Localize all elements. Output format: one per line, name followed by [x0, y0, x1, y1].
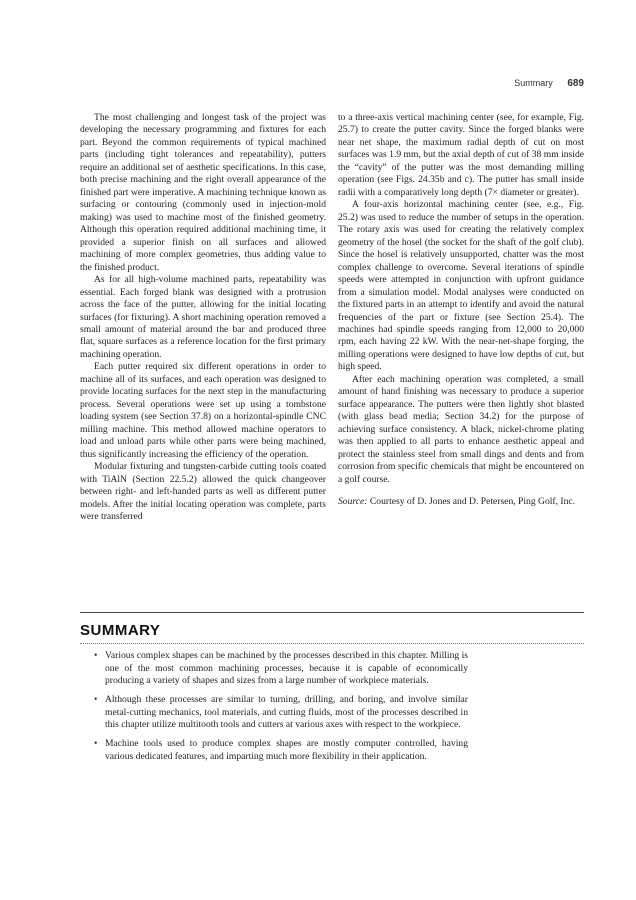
paragraph: After each machining operation was completed, a small amount of hand finishing was necessary to produce a superior surface appearance. The putters were then lightly shot blasted (with glass bead media; Section 34.2) for the purpose of achieving surface consistency. A black, nickel-chrome plating was then applied to all parts to enhance aesthetic appeal and protect the stainless steel from small dings and dents and from corrosion from specific chemicals that might be encountered on a golf course.: [338, 373, 584, 485]
page-number: 689: [567, 78, 584, 89]
summary-item-text: Various complex shapes can be machined by the processes described in this chapter. Milling is one of the most common machining processes, because it is capable of economically producing a variety of shapes and sizes from a large number of workpiece materials.: [105, 650, 468, 687]
running-header-section: Summary: [514, 78, 553, 88]
paragraph: Each putter required six different operations in order to machine all of its surfaces, and each operation was designed to provide locating surfaces for the next step in the manufacturing process. Several operations were set up using a tombstone loading system (see Section 37.8) on a horizontal-spindle CNC milling machine. This method allowed machine operators to load and unload parts while other parts were being machined, thus significantly increasing the efficiency of the operation.: [80, 361, 326, 460]
body-columns: [80, 112, 584, 610]
section-divider: [80, 612, 584, 613]
summary-item-text: Machine tools used to produce complex shapes are mostly computer controlled, having various dedicated features, and imparting much more flexibility in their application.: [105, 737, 468, 762]
summary-item: [94, 738, 468, 763]
summary-heading-rule: [80, 643, 584, 644]
running-header: [514, 78, 584, 89]
summary-list: [94, 650, 468, 769]
summary-item: [94, 694, 468, 732]
bullet-icon: •: [94, 650, 98, 661]
summary-item-text: Although these processes are similar to turning, drilling, and boring, and involve similar metal-cutting mechanics, tool materials, and cutting fluids, most of the processes described in this chapter utilize multitooth tools and cutters at various axes with respect to the workpiece.: [105, 693, 468, 731]
summary-heading: SUMMARY: [80, 622, 161, 639]
paragraph: to a three-axis vertical machining center (see, for example, Fig. 25.7) to create the putter cavity. Since the forged blanks were near net shape, the maximum radial depth of cut on most surfaces was 1.9 mm, but the axial depth of cut of 38 mm inside the “cavity” of the putter was the most demanding milling operation (see Figs. 24.35b and c). The putter has small inside radii with a comparatively long depth (7× diameter or greater).: [338, 112, 584, 198]
source-label: Source:: [338, 496, 368, 508]
bullet-icon: •: [94, 693, 98, 705]
paragraph: The most challenging and longest task of the project was developing the necessary programming and fixtures for each part. Beyond the common requirements of typical machined parts (including tight tolerances and repeatability), putters require an additional set of aesthetic specifications. In this case, both precise machining and the right overall appearance of the finished part were imperative. A machining technique known as surfacing or contouring (commonly used in injection-mold making) was used to machine most of the finished geometry. Although this operation required additional machining time, it provided a superior finish on all surfaces and allowed machining of more complex geometries, thus adding value to the finished product.: [80, 112, 326, 273]
paragraph: Modular fixturing and tungsten-carbide cutting tools coated with TiAlN (Section 22.5.2) allowed the quick changeover between right- and left-handed parts as well as different putter models. After the initial locating operation was complete, parts were transferred: [80, 461, 326, 522]
bullet-icon: •: [94, 737, 98, 749]
source-text: Courtesy of D. Jones and D. Petersen, Ping Golf, Inc.: [369, 496, 576, 508]
right-column: [338, 112, 584, 610]
paragraph: A four-axis horizontal machining center (see, e.g., Fig. 25.2) was used to reduce the number of setups in the operation. The rotary axis was used for creating the relatively complex geometry of the hosel (the socket for the shaft of the golf club). Since the hosel is relatively unsupported, chatter was the most complex challenge to overcome. Several iterations of spindle speeds were attempted in conjunction with upfront guidance from a simulation model. Modal analyses were conducted on the fixtured parts in an attempt to identify and avoid the natural frequencies of the part or fixture (see Section 25.4). The machines had spindle speeds ranging from 12,000 to 20,000 rpm, each having 22 kW. With the near-net-shape forging, the milling operations were designed to have low depths of cut, but high speed.: [338, 199, 584, 373]
source-note: [338, 496, 584, 508]
summary-item: [94, 650, 468, 688]
left-column: [80, 112, 326, 610]
paragraph: As for all high-volume machined parts, repeatability was essential. Each forged blank was designed with a protrusion across the face of the putter, allowing for the initial locating surfaces (for fixturing). A short machining operation removed a small amount of material around the bar and produced three flat, square surfaces as a reference location for the first primary machining operation.: [80, 274, 326, 360]
